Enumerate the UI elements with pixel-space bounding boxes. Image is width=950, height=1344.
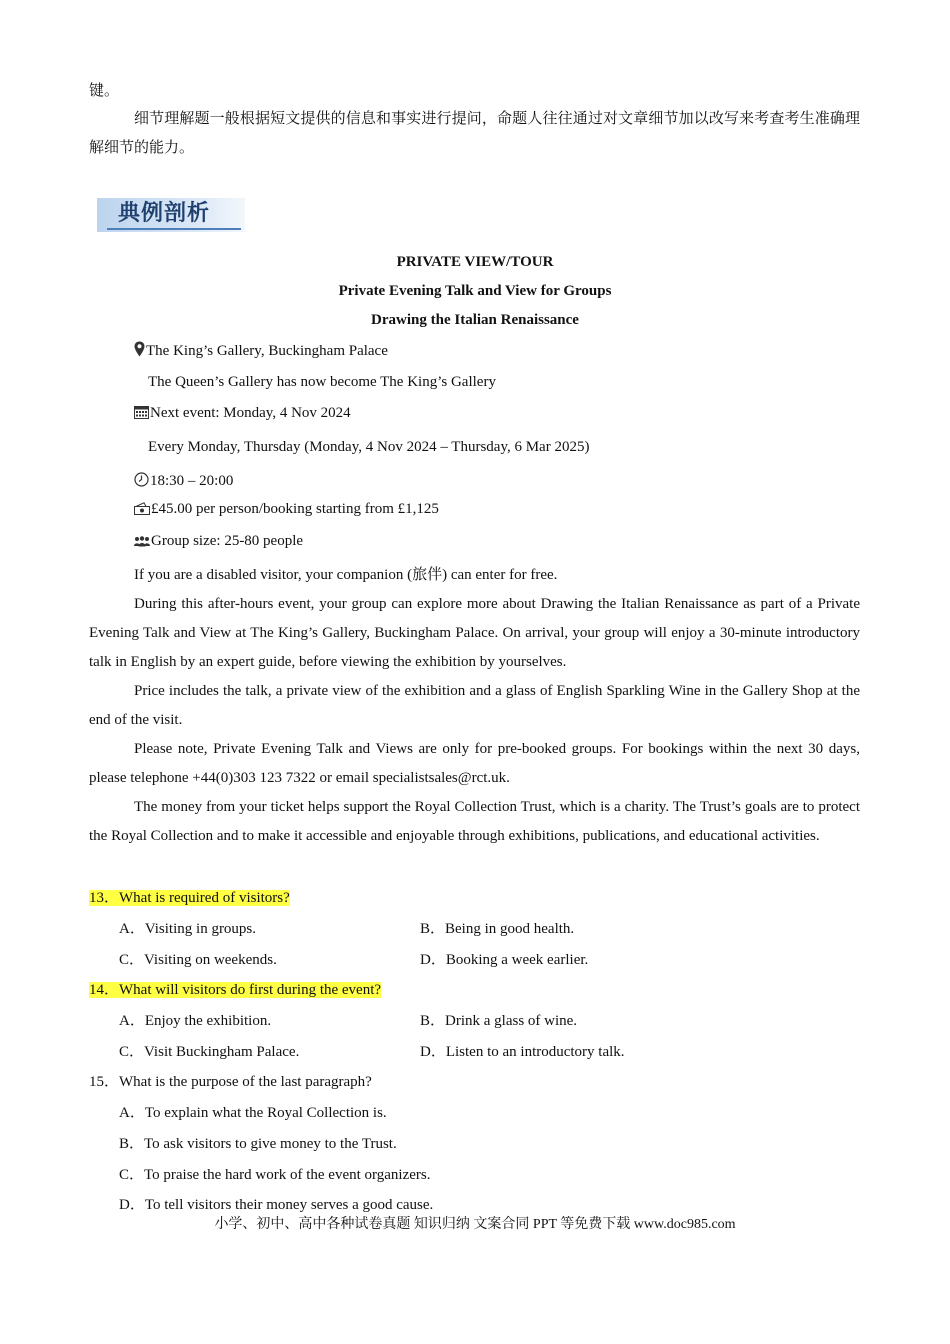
question-13-stem bbox=[89, 886, 290, 907]
next-event-line bbox=[134, 405, 351, 422]
question-15-option-d: D．To tell visitors their money serves a good cause. bbox=[119, 1197, 434, 1213]
price-line bbox=[134, 501, 439, 518]
paragraph-price-includes: Price includes the talk, a private view of the exhibition and a glass of English Sparkling Wine in the Gallery Shop at the end of the visit. bbox=[89, 683, 860, 728]
schedule-text: Every Monday, Thursday (Monday, 4 Nov 2024 – Thursday, 6 Mar 2025) bbox=[148, 439, 590, 455]
question-14-option-a: A．Enjoy the exhibition. bbox=[119, 1013, 272, 1029]
question-15-option-b: B．To ask visitors to give money to the Trust. bbox=[119, 1136, 397, 1152]
paragraph-booking-note: Please note, Private Evening Talk and Views are only for pre-booked groups. For bookings within the next 30 days, please telephone +44(0)303 123 7322 or email specialistsales@rct.uk. bbox=[89, 741, 860, 786]
event-heading-2: Private Evening Talk and View for Groups bbox=[338, 283, 612, 299]
time-line bbox=[134, 472, 233, 490]
question-14-stem bbox=[89, 978, 381, 999]
location-pin-icon bbox=[134, 341, 145, 357]
price-text: £45.00 per person/booking starting from £1,125 bbox=[151, 501, 439, 517]
question-14-option-c: C．Visit Buckingham Palace. bbox=[119, 1044, 300, 1060]
location-note: The Queen’s Gallery has now become The King’s Gallery bbox=[148, 374, 496, 390]
clock-icon bbox=[134, 472, 149, 487]
paragraph-trust-info: The money from your ticket helps support the Royal Collection Trust, which is a charity. The Trust’s goals are to protect the Royal Collection and to make it accessible and enjoyable through exhibitions, publications, and educational activities. bbox=[89, 799, 860, 844]
event-heading-3: Drawing the Italian Renaissance bbox=[371, 312, 579, 328]
question-13-option-d: D．Booking a week earlier. bbox=[420, 952, 589, 968]
next-event-text: Next event: Monday, 4 Nov 2024 bbox=[150, 405, 351, 421]
page-footer: 小学、初中、高中各种试卷真题 知识归纳 文案合同 PPT 等免费下载 www.doc985.com bbox=[214, 1217, 736, 1232]
question-15-stem: 15．What is the purpose of the last paragraph? bbox=[89, 1074, 372, 1090]
calendar-icon bbox=[134, 405, 149, 419]
section-banner bbox=[97, 192, 245, 234]
section-banner-label: 典例剖析 bbox=[118, 201, 211, 226]
paragraph-event-description: During this after-hours event, your group can explore more about Drawing the Italian Renaissance as part of a Private Evening Talk and View at The King’s Gallery, Buckingham Palace. On arrival, your group will enjoy a 30-minute introductory talk in English by an expert guide, before viewing the exhibition by yourselves. bbox=[89, 596, 860, 670]
group-size-line bbox=[134, 533, 303, 550]
time-text: 18:30 – 20:00 bbox=[150, 473, 234, 489]
question-14-text: 14．What will visitors do first during the event? bbox=[89, 982, 382, 998]
question-14-option-d: D．Listen to an introductory talk. bbox=[420, 1044, 625, 1060]
question-13-option-c: C．Visiting on weekends. bbox=[119, 952, 277, 968]
group-people-icon bbox=[134, 536, 150, 547]
question-15-option-c: C．To praise the hard work of the event organizers. bbox=[119, 1167, 431, 1183]
question-15-option-a: A．To explain what the Royal Collection is. bbox=[119, 1105, 387, 1121]
event-heading-1: PRIVATE VIEW/TOUR bbox=[396, 254, 554, 270]
location-line bbox=[134, 341, 388, 360]
ticket-price-icon bbox=[134, 502, 150, 515]
location-text: The King’s Gallery, Buckingham Palace bbox=[146, 343, 388, 359]
paragraph-disabled-visitor: If you are a disabled visitor, your companion (旅伴) can enter for free. bbox=[134, 567, 558, 583]
intro-line: 键。 bbox=[89, 83, 120, 99]
question-13-text: 13．What is required of visitors? bbox=[89, 890, 290, 906]
question-13-option-a: A．Visiting in groups. bbox=[119, 921, 257, 937]
question-13-option-b: B．Being in good health. bbox=[420, 921, 575, 937]
group-size-text: Group size: 25-80 people bbox=[151, 533, 304, 549]
intro-paragraph: 细节理解题一般根据短文提供的信息和事实进行提问，命题人往往通过对文章细节加以改写来考查考生准确理解细节的能力。 bbox=[89, 111, 860, 156]
question-14-option-b: B．Drink a glass of wine. bbox=[420, 1013, 578, 1029]
